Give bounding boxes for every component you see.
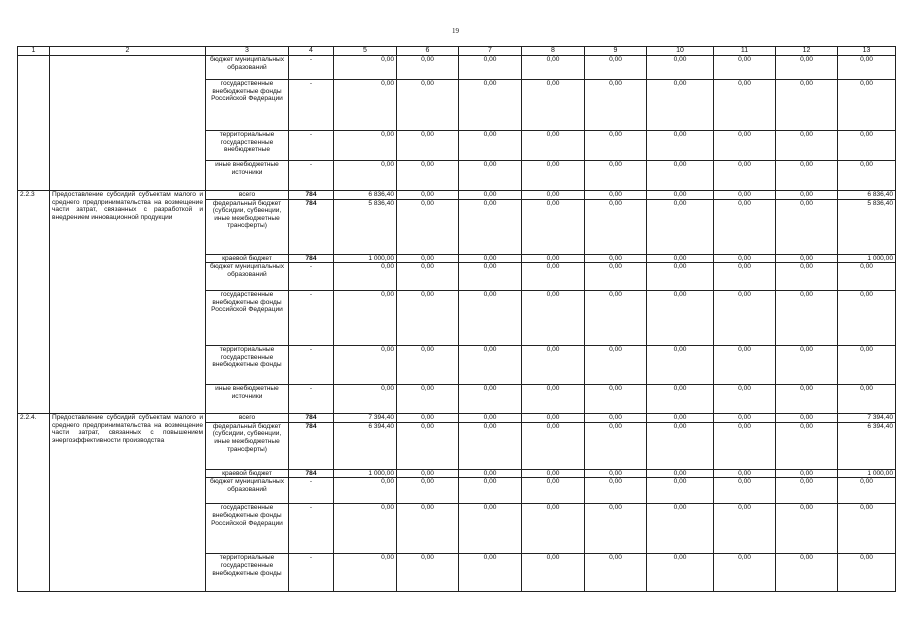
value-cell: 0,00 <box>776 56 838 80</box>
value-cell: 0,00 <box>714 131 776 161</box>
value-cell: 0,00 <box>459 254 522 263</box>
value-cell: 5 836,40 <box>334 199 397 254</box>
table-row <box>18 414 896 423</box>
value-cell: 0,00 <box>585 131 647 161</box>
value-cell: 0,00 <box>522 191 585 200</box>
value-cell: 0,00 <box>522 161 585 191</box>
value-cell: 0,00 <box>522 131 585 161</box>
value-cell: 0,00 <box>459 80 522 131</box>
col-header: 8 <box>522 47 585 56</box>
value-cell: 0,00 <box>522 385 585 414</box>
value-cell: 0,00 <box>585 478 647 504</box>
value-cell: 0,00 <box>459 199 522 254</box>
value-cell: 7 394,40 <box>838 414 896 423</box>
value-cell: 7 394,40 <box>334 414 397 423</box>
value-cell: 0,00 <box>459 422 522 469</box>
value-cell: 0,00 <box>647 254 714 263</box>
value-cell: 0,00 <box>522 469 585 478</box>
admin-code: - <box>289 346 334 385</box>
value-cell: 0,00 <box>585 80 647 131</box>
value-cell: 0,00 <box>714 199 776 254</box>
col-header: 6 <box>397 47 459 56</box>
funding-source: государственные внебюджетные фонды Российской Федерации <box>206 291 289 346</box>
value-cell: 0,00 <box>585 414 647 423</box>
item-code: 2.2.4. <box>18 414 50 592</box>
value-cell: 0,00 <box>776 469 838 478</box>
admin-code: - <box>289 131 334 161</box>
value-cell: 0,00 <box>334 56 397 80</box>
value-cell: 0,00 <box>459 554 522 592</box>
funding-source: всего <box>206 414 289 423</box>
col-header: 2 <box>50 47 206 56</box>
table-row <box>18 191 896 200</box>
value-cell: 0,00 <box>397 263 459 291</box>
admin-code: - <box>289 80 334 131</box>
value-cell: 0,00 <box>459 191 522 200</box>
value-cell: 0,00 <box>776 131 838 161</box>
admin-code: 784 <box>289 254 334 263</box>
funding-source: иные внебюджетные источники <box>206 385 289 414</box>
value-cell: 6 836,40 <box>838 191 896 200</box>
value-cell: 0,00 <box>522 199 585 254</box>
value-cell: 0,00 <box>714 385 776 414</box>
table-row <box>18 56 896 80</box>
value-cell: 0,00 <box>334 504 397 554</box>
value-cell: 0,00 <box>647 478 714 504</box>
value-cell: 0,00 <box>647 191 714 200</box>
col-header: 1 <box>18 47 50 56</box>
value-cell: 0,00 <box>714 346 776 385</box>
funding-source: бюджет муниципальных образований <box>206 56 289 80</box>
col-header: 13 <box>838 47 896 56</box>
page-number: 19 <box>452 27 459 35</box>
value-cell: 0,00 <box>397 291 459 346</box>
value-cell: 0,00 <box>647 504 714 554</box>
value-cell: 0,00 <box>459 385 522 414</box>
value-cell: 0,00 <box>838 385 896 414</box>
value-cell: 0,00 <box>714 478 776 504</box>
item-code <box>18 56 50 191</box>
value-cell: 0,00 <box>838 504 896 554</box>
value-cell: 0,00 <box>647 346 714 385</box>
funding-source: территориальные государственные внебюджетные фонды <box>206 554 289 592</box>
value-cell: 0,00 <box>459 504 522 554</box>
value-cell: 0,00 <box>585 254 647 263</box>
value-cell: 0,00 <box>397 422 459 469</box>
admin-code: - <box>289 478 334 504</box>
value-cell: 0,00 <box>397 554 459 592</box>
item-name: Предоставление субсидий субъектам малого и среднего предпринимательства на возмещение части затрат, связанных с повышением энергоэффективности производства <box>50 414 206 592</box>
admin-code: - <box>289 385 334 414</box>
value-cell: 0,00 <box>714 469 776 478</box>
value-cell: 0,00 <box>714 161 776 191</box>
value-cell: 0,00 <box>776 199 838 254</box>
funding-source: бюджет муниципальных образований <box>206 263 289 291</box>
value-cell: 0,00 <box>459 414 522 423</box>
value-cell: 0,00 <box>647 291 714 346</box>
value-cell: 0,00 <box>838 291 896 346</box>
value-cell: 0,00 <box>776 346 838 385</box>
value-cell: 0,00 <box>838 56 896 80</box>
value-cell: 0,00 <box>334 478 397 504</box>
value-cell: 0,00 <box>585 504 647 554</box>
header-row <box>18 47 896 56</box>
admin-code: 784 <box>289 199 334 254</box>
admin-code: - <box>289 263 334 291</box>
value-cell: 0,00 <box>647 56 714 80</box>
value-cell: 1 000,00 <box>334 254 397 263</box>
value-cell: 0,00 <box>776 504 838 554</box>
value-cell: 0,00 <box>714 191 776 200</box>
value-cell: 0,00 <box>714 414 776 423</box>
value-cell: 0,00 <box>397 504 459 554</box>
value-cell: 6 836,40 <box>334 191 397 200</box>
value-cell: 0,00 <box>397 161 459 191</box>
value-cell: 0,00 <box>838 346 896 385</box>
value-cell: 0,00 <box>522 80 585 131</box>
value-cell: 0,00 <box>585 346 647 385</box>
value-cell: 0,00 <box>522 56 585 80</box>
value-cell: 0,00 <box>522 504 585 554</box>
admin-code: 784 <box>289 191 334 200</box>
value-cell: 0,00 <box>647 554 714 592</box>
value-cell: 0,00 <box>459 161 522 191</box>
value-cell: 0,00 <box>714 291 776 346</box>
funding-source: всего <box>206 191 289 200</box>
funding-source: федеральный бюджет (субсидии, субвенции, иные межбюджетные трансферты) <box>206 422 289 469</box>
value-cell: 0,00 <box>459 56 522 80</box>
item-name: Предоставление субсидий субъектам малого и среднего предпринимательства на возмещение части затрат, связанных с разработкой и внедрением инновационной продукции <box>50 191 206 414</box>
value-cell: 5 836,40 <box>838 199 896 254</box>
value-cell: 0,00 <box>585 199 647 254</box>
value-cell: 0,00 <box>522 554 585 592</box>
value-cell: 0,00 <box>838 161 896 191</box>
value-cell: 0,00 <box>334 346 397 385</box>
funding-source: краевой бюджет <box>206 469 289 478</box>
value-cell: 1 000,00 <box>334 469 397 478</box>
value-cell: 0,00 <box>522 422 585 469</box>
value-cell: 0,00 <box>647 80 714 131</box>
value-cell: 0,00 <box>585 385 647 414</box>
col-header: 3 <box>206 47 289 56</box>
value-cell: 0,00 <box>776 263 838 291</box>
value-cell: 0,00 <box>522 346 585 385</box>
value-cell: 0,00 <box>647 469 714 478</box>
funding-source: территориальные государственные внебюджетные <box>206 131 289 161</box>
value-cell: 0,00 <box>776 385 838 414</box>
col-header: 11 <box>714 47 776 56</box>
col-header: 5 <box>334 47 397 56</box>
value-cell: 6 394,40 <box>838 422 896 469</box>
value-cell: 0,00 <box>397 414 459 423</box>
admin-code: - <box>289 56 334 80</box>
value-cell: 0,00 <box>522 478 585 504</box>
value-cell: 0,00 <box>776 161 838 191</box>
value-cell: 0,00 <box>397 469 459 478</box>
value-cell: 0,00 <box>397 254 459 263</box>
value-cell: 0,00 <box>397 80 459 131</box>
funding-source: иные внебюджетные источники <box>206 161 289 191</box>
value-cell: 1 000,00 <box>838 254 896 263</box>
value-cell: 0,00 <box>585 422 647 469</box>
admin-code: - <box>289 161 334 191</box>
value-cell: 0,00 <box>585 469 647 478</box>
value-cell: 0,00 <box>776 422 838 469</box>
value-cell: 0,00 <box>714 56 776 80</box>
value-cell: 0,00 <box>838 80 896 131</box>
value-cell: 0,00 <box>776 254 838 263</box>
value-cell: 0,00 <box>334 80 397 131</box>
value-cell: 0,00 <box>838 263 896 291</box>
value-cell: 0,00 <box>776 80 838 131</box>
value-cell: 0,00 <box>776 414 838 423</box>
budget-table <box>17 46 896 592</box>
value-cell: 0,00 <box>585 56 647 80</box>
value-cell: 0,00 <box>714 504 776 554</box>
value-cell: 0,00 <box>522 414 585 423</box>
admin-code: - <box>289 291 334 346</box>
admin-code: 784 <box>289 422 334 469</box>
value-cell: 0,00 <box>838 131 896 161</box>
value-cell: 0,00 <box>647 422 714 469</box>
value-cell: 0,00 <box>585 161 647 191</box>
value-cell: 0,00 <box>647 263 714 291</box>
value-cell: 0,00 <box>334 161 397 191</box>
value-cell: 0,00 <box>776 291 838 346</box>
value-cell: 0,00 <box>459 346 522 385</box>
funding-source: федеральный бюджет (субсидии, субвенции, иные межбюджетные трансферты) <box>206 199 289 254</box>
value-cell: 0,00 <box>397 56 459 80</box>
value-cell: 0,00 <box>647 385 714 414</box>
value-cell: 0,00 <box>459 131 522 161</box>
value-cell: 0,00 <box>776 191 838 200</box>
funding-source: бюджет муниципальных образований <box>206 478 289 504</box>
admin-code: - <box>289 554 334 592</box>
value-cell: 0,00 <box>522 254 585 263</box>
value-cell: 0,00 <box>334 385 397 414</box>
value-cell: 0,00 <box>334 263 397 291</box>
admin-code: - <box>289 504 334 554</box>
value-cell: 0,00 <box>776 478 838 504</box>
col-header: 12 <box>776 47 838 56</box>
value-cell: 0,00 <box>397 385 459 414</box>
value-cell: 0,00 <box>714 554 776 592</box>
value-cell: 0,00 <box>459 478 522 504</box>
value-cell: 0,00 <box>397 346 459 385</box>
value-cell: 0,00 <box>776 554 838 592</box>
value-cell: 0,00 <box>647 131 714 161</box>
value-cell: 0,00 <box>714 263 776 291</box>
value-cell: 1 000,00 <box>838 469 896 478</box>
col-header: 10 <box>647 47 714 56</box>
value-cell: 0,00 <box>334 291 397 346</box>
value-cell: 0,00 <box>714 80 776 131</box>
value-cell: 0,00 <box>397 191 459 200</box>
funding-source: территориальные государственные внебюджетные фонды <box>206 346 289 385</box>
col-header: 9 <box>585 47 647 56</box>
col-header: 4 <box>289 47 334 56</box>
funding-source: государственные внебюджетные фонды Российской Федерации <box>206 504 289 554</box>
value-cell: 0,00 <box>714 254 776 263</box>
value-cell: 0,00 <box>585 554 647 592</box>
admin-code: 784 <box>289 469 334 478</box>
item-code: 2.2.3 <box>18 191 50 414</box>
value-cell: 0,00 <box>522 291 585 346</box>
value-cell: 0,00 <box>585 191 647 200</box>
value-cell: 0,00 <box>334 554 397 592</box>
table-body <box>18 47 896 592</box>
value-cell: 0,00 <box>838 478 896 504</box>
funding-source: государственные внебюджетные фонды Российской Федерации <box>206 80 289 131</box>
value-cell: 0,00 <box>585 291 647 346</box>
value-cell: 0,00 <box>522 263 585 291</box>
value-cell: 0,00 <box>397 478 459 504</box>
item-name <box>50 56 206 191</box>
admin-code: 784 <box>289 414 334 423</box>
value-cell: 0,00 <box>334 131 397 161</box>
value-cell: 0,00 <box>647 199 714 254</box>
value-cell: 0,00 <box>838 554 896 592</box>
value-cell: 6 394,40 <box>334 422 397 469</box>
col-header: 7 <box>459 47 522 56</box>
value-cell: 0,00 <box>459 469 522 478</box>
value-cell: 0,00 <box>459 263 522 291</box>
funding-source: краевой бюджет <box>206 254 289 263</box>
value-cell: 0,00 <box>647 161 714 191</box>
value-cell: 0,00 <box>459 291 522 346</box>
value-cell: 0,00 <box>714 422 776 469</box>
value-cell: 0,00 <box>647 414 714 423</box>
value-cell: 0,00 <box>585 263 647 291</box>
value-cell: 0,00 <box>397 199 459 254</box>
value-cell: 0,00 <box>397 131 459 161</box>
